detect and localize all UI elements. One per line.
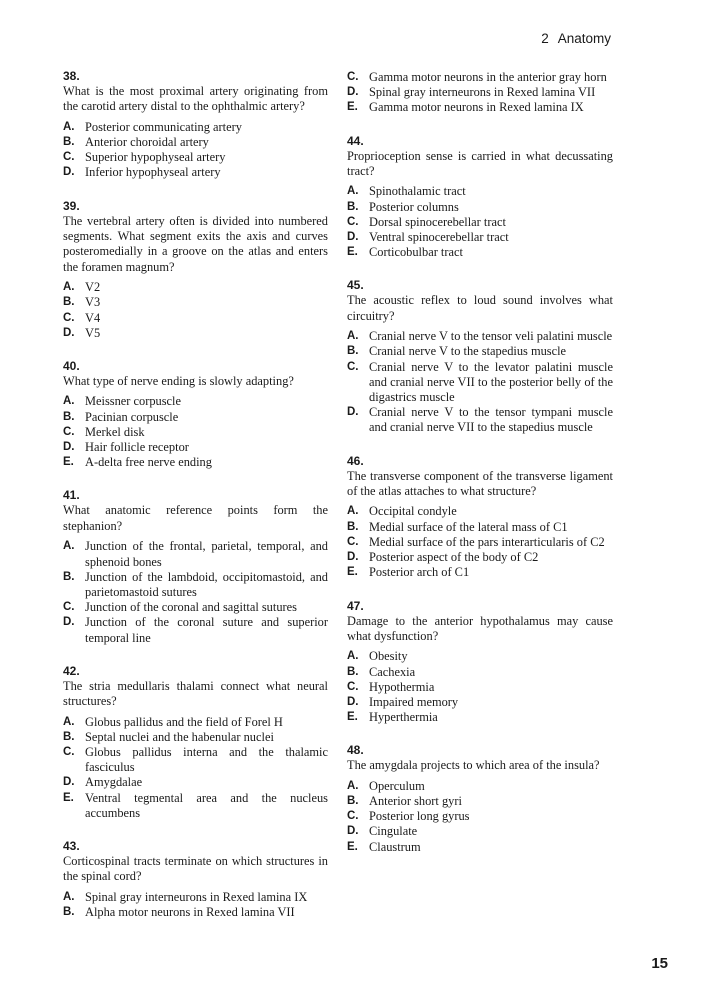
option-letter: D. [347, 406, 359, 419]
option-text: Medial surface of the lateral mass of C1 [369, 519, 568, 534]
chapter-title: Anatomy [557, 31, 611, 46]
option-letter: B. [347, 345, 359, 358]
question-number: 45. [347, 278, 364, 293]
option-letter: B. [347, 200, 359, 213]
question-stem: What anatomic reference points form the stephanion? [63, 503, 328, 533]
option-text: Operculum [369, 778, 425, 793]
option-letter: C. [347, 810, 359, 823]
answer-option [63, 295, 328, 310]
question-47 [347, 599, 613, 726]
option-letter: A. [63, 395, 75, 408]
answer-option [63, 890, 328, 905]
option-text: Gamma motor neurons in the anterior gray horn [369, 70, 607, 84]
option-letter: D. [347, 825, 359, 838]
question-number: 41. [63, 488, 80, 503]
answer-option [347, 70, 613, 85]
page-number: 15 [651, 955, 668, 972]
option-letter: A. [63, 715, 75, 728]
option-letter: E. [347, 566, 358, 579]
option-letter: D. [63, 441, 75, 454]
option-text: Spinothalamic tract [369, 184, 466, 199]
option-letter: C. [347, 680, 359, 693]
answer-option [347, 779, 613, 794]
question-number: 47. [347, 598, 364, 613]
option-letter: B. [63, 905, 75, 918]
answer-option [347, 809, 613, 824]
option-text: Globus pallidus interna and the thalamic fasciculus [85, 744, 328, 775]
answer-option [63, 394, 328, 409]
option-text: Junction of the lambdoid, occipitomastoid, and parietomastoid sutures [85, 569, 328, 599]
answer-option [63, 570, 328, 600]
option-text: Obesity [369, 649, 408, 664]
question-stem: Damage to the anterior hypothalamus may cause what dysfunction? [347, 613, 613, 643]
question-stem: Proprioception sense is carried in what decussating tract? [347, 148, 613, 179]
option-text: V5 [85, 325, 101, 340]
option-letter: C. [63, 425, 75, 438]
answer-option [347, 405, 613, 435]
question-number: 39. [63, 198, 80, 213]
option-letter: C. [347, 535, 359, 548]
option-text: Ventral spinocerebellar tract [369, 230, 509, 245]
question-number: 44. [347, 133, 364, 148]
option-letter: A. [347, 330, 359, 343]
question-number: 43. [63, 838, 80, 853]
option-letter: A. [63, 890, 75, 903]
left-column [63, 69, 328, 938]
answer-option [347, 85, 613, 100]
question-40 [63, 359, 328, 470]
question-48 [347, 743, 613, 854]
option-letter: A. [347, 779, 359, 792]
question-number: 42. [63, 663, 80, 678]
answer-option [63, 600, 328, 615]
option-text: V3 [85, 295, 101, 310]
answer-option [63, 410, 328, 425]
question-41 [63, 488, 328, 645]
option-text: Posterior long gyrus [369, 809, 470, 824]
option-letter: B. [63, 410, 75, 423]
answer-option [347, 360, 613, 406]
question-number: 46. [347, 453, 364, 468]
option-letter: D. [347, 86, 359, 99]
question-38 [63, 69, 328, 181]
right-questions [347, 134, 613, 855]
option-letter: C. [347, 360, 359, 373]
option-letter: D. [347, 551, 359, 564]
option-text: Globus pallidus and the field of Forel H [85, 714, 283, 729]
answer-option [63, 150, 328, 165]
option-letter: E. [63, 791, 74, 804]
option-letter: A. [63, 540, 75, 553]
option-letter: A. [347, 185, 359, 198]
option-letter: D. [63, 166, 75, 179]
question-46 [347, 454, 613, 581]
question-stem: The acoustic reflex to loud sound involves what circuitry? [347, 293, 613, 323]
option-letter: D. [347, 695, 359, 708]
option-text: Merkel disk [85, 424, 145, 439]
answer-option [63, 326, 328, 341]
answer-option [347, 824, 613, 839]
option-letter: B. [347, 520, 359, 533]
question-stem: Corticospinal tracts terminate on which structures in the spinal cord? [63, 853, 328, 884]
answer-option [63, 615, 328, 645]
answer-option [63, 280, 328, 295]
option-text: Posterior communicating artery [85, 119, 242, 134]
question-number: 38. [63, 69, 80, 83]
answer-option [63, 539, 328, 569]
answer-option [347, 230, 613, 245]
option-text: Junction of the frontal, parietal, temporal, and sphenoid bones [85, 539, 328, 569]
question-44 [347, 134, 613, 261]
option-text: Pacinian corpuscle [85, 409, 179, 424]
option-letter: D. [63, 616, 75, 629]
running-header [541, 31, 611, 46]
option-text: Posterior aspect of the body of C2 [369, 550, 539, 565]
answer-option [63, 455, 328, 470]
answer-option [63, 120, 328, 135]
answer-option [63, 715, 328, 730]
right-column [347, 70, 613, 873]
option-text: Septal nuclei and the habenular nuclei [85, 729, 274, 744]
option-letter: A. [63, 120, 75, 133]
option-letter: E. [347, 840, 358, 853]
answer-option [63, 440, 328, 455]
question-stem: What type of nerve ending is slowly adapting? [63, 374, 294, 389]
question-stem: The amygdala projects to which area of the insula? [347, 758, 600, 773]
answer-option [347, 184, 613, 199]
option-text: Cranial nerve V to the tensor veli palatini muscle [369, 329, 613, 344]
answer-option [347, 695, 613, 710]
option-letter: B. [63, 570, 75, 583]
question-43-continued-options [347, 70, 613, 116]
answer-option [63, 311, 328, 326]
option-letter: B. [347, 794, 359, 807]
option-text: Corticobulbar tract [369, 245, 463, 260]
chapter-number: 2 [541, 31, 549, 46]
question-number: 40. [63, 359, 80, 374]
option-text: Cachexia [369, 664, 416, 679]
answer-option [63, 791, 328, 821]
option-letter: B. [63, 730, 75, 743]
answer-option [63, 135, 328, 150]
option-letter: B. [63, 296, 75, 309]
answer-option [347, 535, 613, 550]
answer-option [347, 665, 613, 680]
answer-option [347, 100, 613, 115]
question-39 [63, 199, 328, 341]
option-text: A-delta free nerve ending [85, 455, 212, 470]
question-45 [347, 278, 613, 435]
answer-option [347, 215, 613, 230]
answer-option [63, 775, 328, 790]
option-letter: B. [63, 136, 75, 149]
answer-option [347, 710, 613, 725]
answer-option [347, 649, 613, 664]
option-text: Spinal gray interneurons in Rexed lamina IX [85, 889, 308, 904]
answer-option [63, 165, 328, 180]
question-42 [63, 664, 328, 821]
option-text: Claustrum [369, 839, 421, 854]
option-text: Cingulate [369, 824, 418, 839]
option-letter: E. [347, 711, 358, 724]
option-text: Hair follicle receptor [85, 440, 189, 455]
question-stem: The stria medullaris thalami connect what neural structures? [63, 678, 328, 709]
option-text: V2 [85, 280, 101, 295]
option-text: Cranial nerve V to the levator palatini muscle and cranial nerve VII to the posterior belly of the digastrics muscle [369, 359, 613, 405]
answer-option [347, 200, 613, 215]
option-text: Junction of the coronal suture and superior temporal line [85, 615, 328, 645]
answer-option [63, 425, 328, 440]
option-text: Spinal gray interneurons in Rexed lamina VII [369, 85, 596, 100]
answer-option [63, 905, 328, 920]
option-letter: C. [63, 151, 75, 164]
option-text: Cranial nerve V to the tensor tympani muscle and cranial nerve VII to the stapedius muscle [369, 405, 613, 435]
answer-option [347, 550, 613, 565]
option-text: V4 [85, 310, 101, 325]
option-letter: B. [347, 665, 359, 678]
answer-option [63, 745, 328, 775]
option-letter: E. [347, 101, 358, 114]
answer-option [347, 520, 613, 535]
option-letter: E. [347, 246, 358, 259]
question-stem: What is the most proximal artery originating from the carotid artery distal to the ophthalmic artery? [63, 84, 328, 114]
question-stem: The transverse component of the transverse ligament of the atlas attaches to what structure? [347, 468, 613, 499]
option-text: Anterior short gyri [369, 793, 462, 808]
answer-option [347, 344, 613, 359]
option-text: Hypothermia [369, 679, 435, 694]
option-letter: D. [63, 326, 75, 339]
option-text: Ventral tegmental area and the nucleus accumbens [85, 790, 328, 820]
option-letter: A. [347, 650, 359, 663]
option-text: Occipital condyle [369, 504, 457, 519]
option-letter: C. [347, 215, 359, 228]
answer-option [347, 680, 613, 695]
answer-option [347, 245, 613, 260]
option-letter: C. [347, 71, 359, 83]
option-text: Posterior arch of C1 [369, 565, 470, 580]
option-letter: E. [63, 456, 74, 469]
option-text: Junction of the coronal and sagittal sutures [85, 600, 297, 615]
option-text: Hyperthermia [369, 710, 438, 725]
question-43 [63, 839, 328, 920]
option-text: Posterior columns [369, 199, 459, 214]
option-letter: D. [347, 231, 359, 244]
option-text: Medial surface of the pars interarticularis of C2 [369, 534, 605, 549]
option-text: Impaired memory [369, 694, 459, 709]
question-number: 48. [347, 743, 364, 758]
question-stem: The vertebral artery often is divided into numbered segments. What segment exits the axis and curves posteromedially in a groove on the atlas and enters the foramen magnum? [63, 213, 328, 274]
answer-option [347, 565, 613, 580]
option-text: Alpha motor neurons in Rexed lamina VII [85, 904, 295, 919]
option-letter: C. [63, 311, 75, 324]
option-text: Amygdalae [85, 775, 143, 790]
option-text: Dorsal spinocerebellar tract [369, 214, 506, 229]
option-text: Cranial nerve V to the stapedius muscle [369, 344, 567, 359]
option-letter: C. [63, 601, 75, 614]
option-text: Meissner corpuscle [85, 394, 181, 409]
option-letter: C. [63, 745, 75, 758]
option-text: Superior hypophyseal artery [85, 150, 226, 165]
answer-option [347, 329, 613, 344]
option-text: Anterior choroidal artery [85, 135, 209, 150]
option-letter: A. [347, 505, 359, 518]
answer-option [347, 840, 613, 855]
option-letter: D. [63, 776, 75, 789]
option-text: Gamma motor neurons in Rexed lamina IX [369, 100, 584, 115]
answer-option [347, 504, 613, 519]
option-text: Inferior hypophyseal artery [85, 165, 221, 180]
answer-option [63, 730, 328, 745]
answer-option [347, 794, 613, 809]
option-letter: A. [63, 281, 75, 294]
